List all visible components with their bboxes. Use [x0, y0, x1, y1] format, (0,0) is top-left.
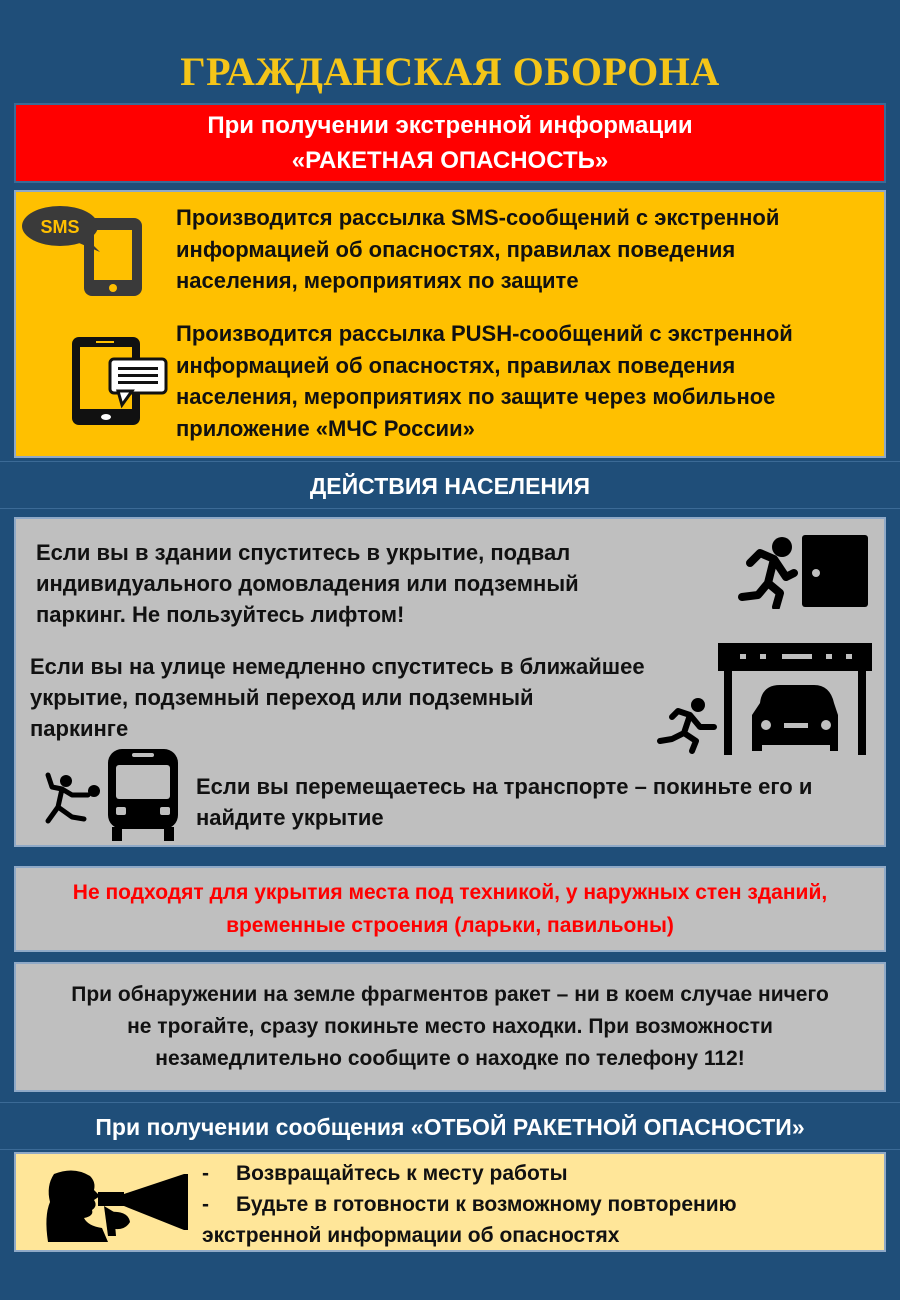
all-clear-title: При получении сообщения «ОТБОЙ РАКЕТНОЙ ОПАСНОСТИ»	[0, 1102, 900, 1150]
all-clear-item-continuation: экстренной информации об опасностях	[202, 1224, 620, 1247]
action-on-street-text: Если вы на улице немедленно спуститесь в ближайшее укрытие, подземный переход или подземный паркинге	[30, 654, 645, 741]
all-clear-item: - Возвращайтесь к месту работы	[202, 1162, 568, 1185]
person-leaving-bus-icon	[38, 743, 188, 843]
all-clear-instructions	[202, 1158, 737, 1251]
svg-text:SMS: SMS	[40, 217, 80, 237]
action-in-building-text: Если вы в здании спуститесь в укрытие, подвал индивидуального домовладения или подземный паркинг. Не пользуйтесь лифтом!	[36, 540, 579, 627]
alert-banner	[14, 103, 886, 183]
notifications-panel	[14, 190, 886, 458]
actions-section-title: ДЕЙСТВИЯ НАСЕЛЕНИЯ	[0, 461, 900, 509]
alert-banner-line-1: При получении экстренной информации	[207, 112, 693, 139]
sms-phone-icon	[22, 204, 152, 299]
push-notification-text: Производится рассылка PUSH-сообщений с экстренной информацией об опасностях, правилах поведения населения, мероприятиях по защите через мобильное приложение «МЧС России»	[176, 321, 793, 441]
actions-panel	[14, 517, 886, 847]
missile-fragments-notice: При обнаружении на земле фрагментов ракет – ни в коем случае ничего не трогайте, сразу покиньте место находки. При возможности незамедлительно сообщите о находке по телефону 112!	[14, 962, 886, 1092]
page-title: ГРАЖДАНСКАЯ ОБОРОНА	[180, 49, 720, 94]
person-running-to-parking-icon	[642, 641, 874, 757]
all-clear-item: - Будьте в готовности к возможному повторению	[202, 1193, 737, 1216]
megaphone-person-icon	[44, 1166, 194, 1242]
alert-banner-line-2: «РАКЕТНАЯ ОПАСНОСТЬ»	[291, 147, 609, 174]
action-in-transport-text: Если вы перемещаетесь на транспорте – покиньте его и найдите укрытие	[196, 774, 813, 830]
unsuitable-shelter-warning: Не подходят для укрытия места под техникой, у наружных стен зданий, временные строения (ларьки, павильоны)	[14, 866, 886, 952]
push-phone-icon	[70, 335, 180, 427]
all-clear-panel	[14, 1152, 886, 1252]
person-running-to-door-icon	[734, 533, 870, 609]
sms-notification-text: Производится рассылка SMS-сообщений с экстренной информацией об опасностях, правилах поведения населения, мероприятиях по защите	[176, 205, 780, 293]
